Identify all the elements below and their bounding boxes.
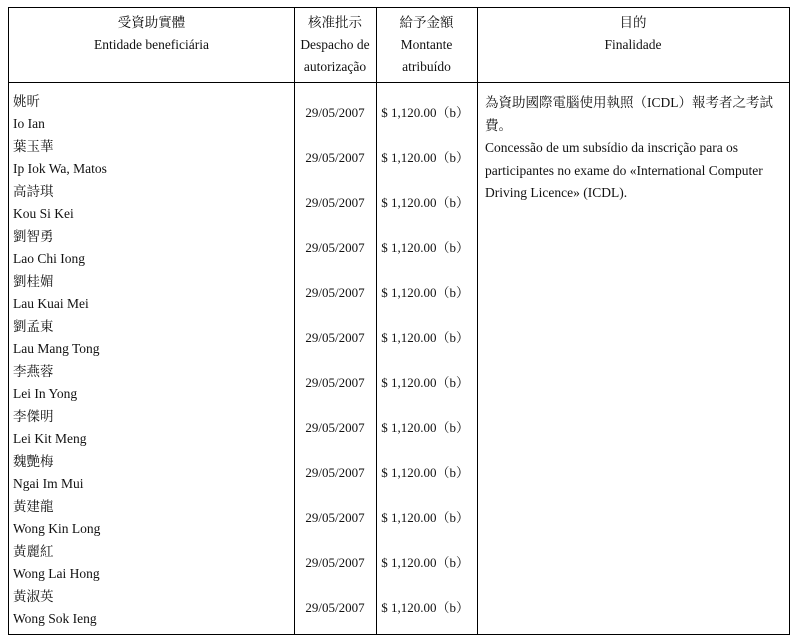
- beneficiary-name-pt: Ip Iok Wa, Matos: [13, 161, 107, 176]
- beneficiary-name-zh: 劉智勇: [13, 229, 54, 244]
- table-row: [9, 450, 789, 495]
- beneficiary-name-zh: 高詩琪: [13, 184, 54, 199]
- dispatch-date: 29/05/2007: [305, 195, 365, 210]
- dispatch-date: 29/05/2007: [305, 375, 365, 390]
- amount: $ 1,120.00（b）: [381, 330, 469, 345]
- header-purpose: [477, 8, 789, 82]
- purpose-text-pt: Concessão de um subsídio da inscrição para os participantes no exame do «International Computer Driving Licence» (ICDL).: [485, 140, 763, 200]
- amount: $ 1,120.00（b）: [381, 375, 469, 390]
- amount: $ 1,120.00（b）: [381, 240, 469, 255]
- header-entity-zh: 受資助實體: [117, 15, 186, 30]
- dispatch-date: 29/05/2007: [305, 240, 365, 255]
- dispatch-date: 29/05/2007: [305, 150, 365, 165]
- dispatch-date: 29/05/2007: [305, 600, 365, 615]
- beneficiary-name-pt: Io Ian: [13, 116, 45, 131]
- beneficiary-name-pt: Lau Kuai Mei: [13, 296, 89, 311]
- header-dispatch-zh: 核准批示: [308, 15, 362, 30]
- header-dispatch-pt-line1: Despacho de: [300, 37, 370, 52]
- amount: $ 1,120.00（b）: [381, 510, 469, 525]
- header-amount-zh: 給予金額: [399, 15, 454, 30]
- beneficiary-name-zh: 黃建龍: [13, 499, 54, 514]
- beneficiary-name-zh: 葉玉華: [13, 139, 54, 154]
- table-row: [9, 225, 789, 270]
- amount: $ 1,120.00（b）: [381, 285, 469, 300]
- table-row: [9, 540, 789, 585]
- table-row: [9, 270, 789, 315]
- beneficiary-name-pt: Kou Si Kei: [13, 206, 74, 221]
- dispatch-date: 29/05/2007: [305, 105, 365, 120]
- beneficiary-name-pt: Wong Lai Hong: [13, 566, 100, 581]
- beneficiary-name-pt: Lao Chi Iong: [13, 251, 85, 266]
- grants-table: [8, 7, 790, 635]
- dispatch-date: 29/05/2007: [305, 330, 365, 345]
- table-row: [9, 405, 789, 450]
- dispatch-date: 29/05/2007: [305, 555, 365, 570]
- beneficiary-name-zh: 姚昕: [13, 94, 40, 109]
- header-divider: [9, 82, 789, 83]
- amount: $ 1,120.00（b）: [381, 195, 469, 210]
- beneficiary-name-pt: Wong Kin Long: [13, 521, 101, 536]
- dispatch-date: 29/05/2007: [305, 420, 365, 435]
- purpose-text-zh: 為資助國際電腦使用執照（ICDL）報考者之考試費。: [485, 95, 773, 133]
- dispatch-date: 29/05/2007: [305, 465, 365, 480]
- dispatch-date: 29/05/2007: [305, 285, 365, 300]
- table-row: [9, 585, 789, 630]
- header-entity-pt: Entidade beneficiária: [93, 37, 210, 52]
- header-amount-pt-line1: Montante: [400, 37, 453, 52]
- beneficiary-name-zh: 魏艷梅: [13, 454, 54, 469]
- table-row: [9, 315, 789, 360]
- beneficiary-name-pt: Lei In Yong: [13, 386, 78, 401]
- amount: $ 1,120.00（b）: [381, 420, 469, 435]
- amount: $ 1,120.00（b）: [381, 150, 469, 165]
- beneficiary-name-pt: Lei Kit Meng: [13, 431, 87, 446]
- beneficiary-name-zh: 李燕蓉: [13, 364, 54, 379]
- header-dispatch-pt-line2: autorização: [303, 59, 367, 74]
- header-amount-pt-line2: atribuído: [402, 59, 451, 74]
- amount: $ 1,120.00（b）: [381, 555, 469, 570]
- purpose-cell: [485, 92, 787, 205]
- header-amount: [376, 8, 477, 82]
- beneficiary-name-pt: Ngai Im Mui: [13, 476, 84, 491]
- beneficiary-name-zh: 李傑明: [13, 409, 54, 424]
- beneficiary-name-zh: 劉孟東: [13, 319, 54, 334]
- dispatch-date: 29/05/2007: [305, 510, 365, 525]
- table-row: [9, 360, 789, 405]
- header-purpose-pt: Finalidade: [604, 37, 662, 52]
- beneficiary-name-zh: 黃麗紅: [13, 544, 54, 559]
- beneficiary-name-zh: 劉桂媚: [13, 274, 54, 289]
- header-purpose-zh: 目的: [619, 15, 647, 30]
- table-row: [9, 495, 789, 540]
- beneficiary-name-zh: 黃淑英: [13, 589, 54, 604]
- header-dispatch: [294, 8, 376, 82]
- amount: $ 1,120.00（b）: [381, 600, 469, 615]
- beneficiary-name-pt: Lau Mang Tong: [13, 341, 100, 356]
- beneficiary-name-pt: Wong Sok Ieng: [13, 611, 97, 626]
- amount: $ 1,120.00（b）: [381, 465, 469, 480]
- amount: $ 1,120.00（b）: [381, 105, 469, 120]
- header-entity: [9, 8, 294, 82]
